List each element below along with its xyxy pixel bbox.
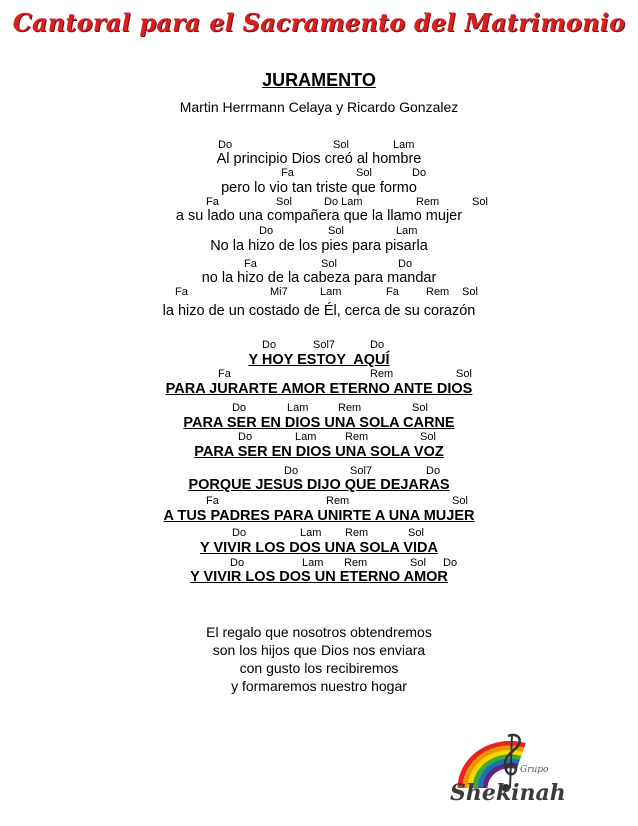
verse-lyric-line: No la hizo de los pies para pisarla [210, 238, 428, 254]
chord: Do [232, 402, 247, 414]
chord: Do [426, 465, 441, 477]
verse-lyric-line: no la hizo de la cabeza para mandar [201, 270, 437, 286]
chord: Do [398, 258, 413, 270]
shekinah-logo [440, 728, 580, 808]
chord: Fa [386, 286, 399, 298]
outro-line: El regalo que nosotros obtendremos [206, 624, 432, 640]
chord: Do [370, 339, 385, 351]
chorus-lyric-line: Y VIVIR LOS DOS UNA SOLA VIDA [200, 540, 438, 556]
outro-line: con gusto los recibiremos [239, 660, 399, 676]
chord: Do [230, 557, 245, 569]
chord: Fa [175, 286, 188, 298]
chord: Do [232, 527, 247, 539]
chorus-lyric-line: PARA JURARTE AMOR ETERNO ANTE DIOS [165, 381, 473, 397]
chord: Rem [338, 402, 362, 414]
chord: Sol [333, 139, 349, 151]
chorus-lyric-line: PARA SER EN DIOS UNA SOLA VOZ [194, 444, 444, 460]
verse-lyric-line: Al principio Dios creó al hombre [216, 151, 422, 167]
chord: Sol [356, 167, 372, 179]
chord: Mi7 [270, 286, 288, 298]
song-title: JURAMENTO [262, 70, 376, 90]
chord: Sol [462, 286, 478, 298]
chord: Fa [206, 495, 219, 507]
chord: Do [238, 431, 253, 443]
verse-lyric-line: a su lado una compañera que la llamo mujer [175, 208, 463, 224]
chord: Fa [218, 368, 231, 380]
verse-lyric-line: pero lo vio tan triste que formo [221, 180, 417, 196]
chord: Rem [345, 527, 369, 539]
chord: Sol7 [313, 339, 336, 351]
chord: Lam [396, 225, 418, 237]
verse-lyric-line: la hizo de un costado de Él, cerca de su corazón [162, 303, 476, 319]
chord: Sol [410, 557, 426, 569]
chord: Sol [456, 368, 472, 380]
chord: Lam [320, 286, 342, 298]
chord: Sol7 [350, 465, 373, 477]
chord: Lam [393, 139, 415, 151]
chord: Do Lam [324, 196, 363, 208]
chord: Sol [328, 225, 344, 237]
chord: Sol [408, 527, 424, 539]
chord: Sol [412, 402, 428, 414]
chord: Rem [326, 495, 350, 507]
chord: Lam [287, 402, 309, 414]
chord: Sol [420, 431, 436, 443]
chord: Do [262, 339, 277, 351]
chord: Fa [244, 258, 257, 270]
chord: Fa [281, 167, 294, 179]
chord: Rem [416, 196, 440, 208]
chord: Sol [321, 258, 337, 270]
chord: Sol [472, 196, 488, 208]
chord: Do [412, 167, 427, 179]
logo-name-text: Shekinah [450, 780, 566, 806]
chord: Do [259, 225, 274, 237]
chord: Rem [344, 557, 368, 569]
chord: Rem [345, 431, 369, 443]
chord: Lam [302, 557, 324, 569]
chorus-lyric-line: A TUS PADRES PARA UNIRTE A UNA MUJER [163, 508, 475, 524]
chord: Rem [426, 286, 450, 298]
chord: Fa [206, 196, 219, 208]
chord: Sol [452, 495, 468, 507]
cantoral-header: Cantoral para el Sacramento del Matrimonio [12, 8, 626, 37]
chorus-lyric-line: Y HOY ESTOY AQUÍ [248, 352, 390, 368]
chorus-lyric-line: PARA SER EN DIOS UNA SOLA CARNE [183, 415, 455, 431]
chord: Sol [276, 196, 292, 208]
chord: Do [284, 465, 299, 477]
chord: Lam [295, 431, 317, 443]
chord: Do [443, 557, 458, 569]
chorus-lyric-line: Y VIVIR LOS DOS UN ETERNO AMOR [190, 569, 448, 585]
chord: Rem [370, 368, 394, 380]
song-authors: Martin Herrmann Celaya y Ricardo Gonzalez [179, 99, 459, 115]
chord: Do [218, 139, 233, 151]
chord: Lam [300, 527, 322, 539]
chorus-lyric-line: PORQUE JESUS DIJO QUE DEJARAS [188, 477, 450, 493]
outro-line: y formaremos nuestro hogar [231, 678, 407, 694]
logo-small-text: Grupo [520, 765, 549, 775]
outro-line: son los hijos que Dios nos enviara [212, 642, 426, 658]
